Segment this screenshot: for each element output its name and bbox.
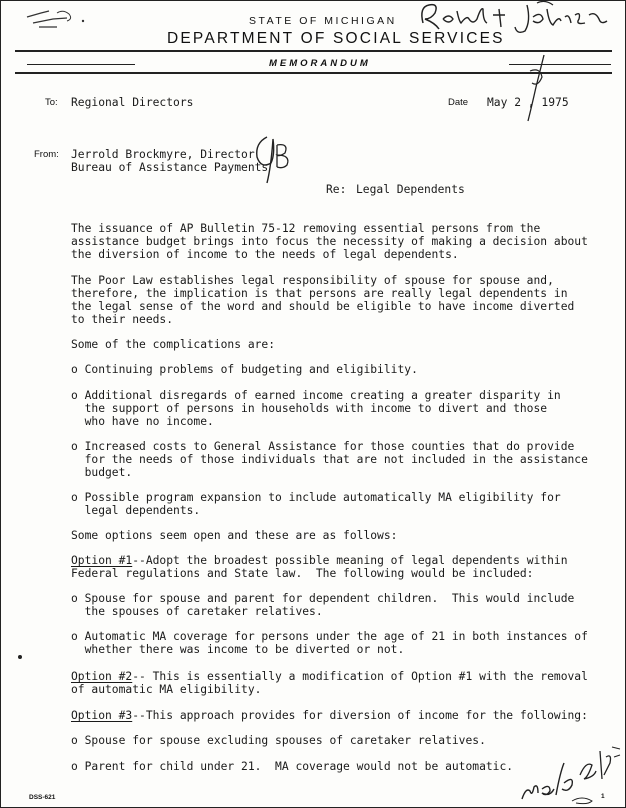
text-line: the diversion of income to the needs of legal dependents.: [71, 248, 459, 261]
memorandum-heading: MEMORANDUM: [269, 58, 371, 69]
handwritten-initials: [249, 133, 299, 193]
handwritten-note: [516, 743, 626, 805]
text-line: budget.: [71, 466, 133, 479]
pen-stroke-mark: [506, 53, 556, 123]
option-1-text: --Adopt the broadest possible meaning of legal dependents within: [132, 554, 568, 567]
text-line: the legal sense of the word and should be eligible to have income diverted: [71, 300, 575, 313]
state-heading: STATE OF MICHIGAN: [249, 15, 397, 27]
re-label: Re:: [326, 183, 347, 196]
text-line: o Automatic MA coverage for persons under the age of 21 in both instances of: [71, 630, 588, 643]
text-line: The Poor Law establishes legal responsibility of spouse for spouse and,: [71, 274, 554, 287]
complication-item-4: [71, 491, 561, 517]
option-2-label: Option #2: [71, 670, 133, 683]
option-3-label: Option #3: [71, 709, 133, 722]
text-line: o Spouse for spouse and parent for dependent children. This would include: [71, 592, 575, 605]
re-value: Legal Dependents: [356, 183, 465, 196]
text-line: of automatic MA eligibility.: [71, 683, 262, 696]
from-line-2: Bureau of Assistance Payments: [71, 161, 269, 174]
text-line: legal dependents.: [71, 504, 201, 517]
department-heading: DEPARTMENT OF SOCIAL SERVICES: [167, 30, 505, 47]
option-1-label: Option #1: [71, 554, 133, 567]
text-line: for the needs of those individuals that are not included in the assistance: [71, 453, 588, 466]
to-value: Regional Directors: [71, 96, 194, 109]
header-rule-left: [27, 64, 135, 65]
text-line: Federal regulations and State law. The following would be included:: [71, 567, 534, 580]
complications-intro: Some of the complications are:: [71, 338, 276, 351]
page-number: 1: [601, 793, 605, 800]
text-line: the support of persons in households with income to divert and those: [71, 402, 548, 415]
text-line: whether there was income to be diverted or not.: [71, 643, 405, 656]
text-line: to their needs.: [71, 313, 174, 326]
to-label: To:: [45, 97, 58, 108]
text-line: The issuance of AP Bulletin 75-12 removing essential persons from the: [71, 222, 541, 235]
option-3: [71, 709, 588, 722]
option-3-item-b: o Parent for child under 21. MA coverage would not be automatic.: [71, 760, 514, 773]
complication-item-1: o Continuing problems of budgeting and eligibility.: [71, 363, 418, 376]
text-line: o Increased costs to General Assistance for those counties that do provide: [71, 440, 575, 453]
option-1-item-a: [71, 592, 574, 618]
options-intro: Some options seem open and these are as follows:: [71, 529, 398, 542]
option-1-item-b: [71, 630, 588, 656]
text-line: who have no income.: [71, 415, 214, 428]
form-number: DSS-621: [29, 794, 56, 801]
text-line: o Additional disregards of earned income creating a greater disparity in: [71, 389, 561, 402]
date-label: Date: [448, 97, 469, 108]
margin-dot: [18, 655, 22, 659]
from-line-1: Jerrold Brockmyre, Director: [71, 148, 255, 161]
handwritten-signature: [409, 1, 624, 37]
paragraph-2: [71, 274, 574, 326]
header-rule-top: [15, 50, 612, 52]
complication-item-2: [71, 389, 561, 428]
paragraph-1: [71, 222, 588, 261]
option-3-item-a: o Spouse for spouse excluding spouses of caretaker relatives.: [71, 734, 486, 747]
complication-item-3: [71, 440, 588, 479]
from-label: From:: [34, 149, 59, 160]
option-3-text: --This approach provides for diversion of income for the following:: [132, 709, 588, 722]
option-2-text: -- This is essentially a modification of Option #1 with the removal: [132, 670, 588, 683]
text-line: therefore, the implication is that persons are really legal dependents in: [71, 287, 568, 300]
text-line: o Possible program expansion to include automatically MA eligibility for: [71, 491, 561, 504]
text-line: the spouses of caretaker relatives.: [71, 605, 323, 618]
option-2: [71, 670, 588, 696]
option-1: [71, 554, 568, 580]
text-line: assistance budget brings into focus the necessity of making a decision about: [71, 235, 588, 248]
date-value: May 2 , 1975: [487, 96, 569, 109]
state-seal-icon: [23, 5, 93, 35]
